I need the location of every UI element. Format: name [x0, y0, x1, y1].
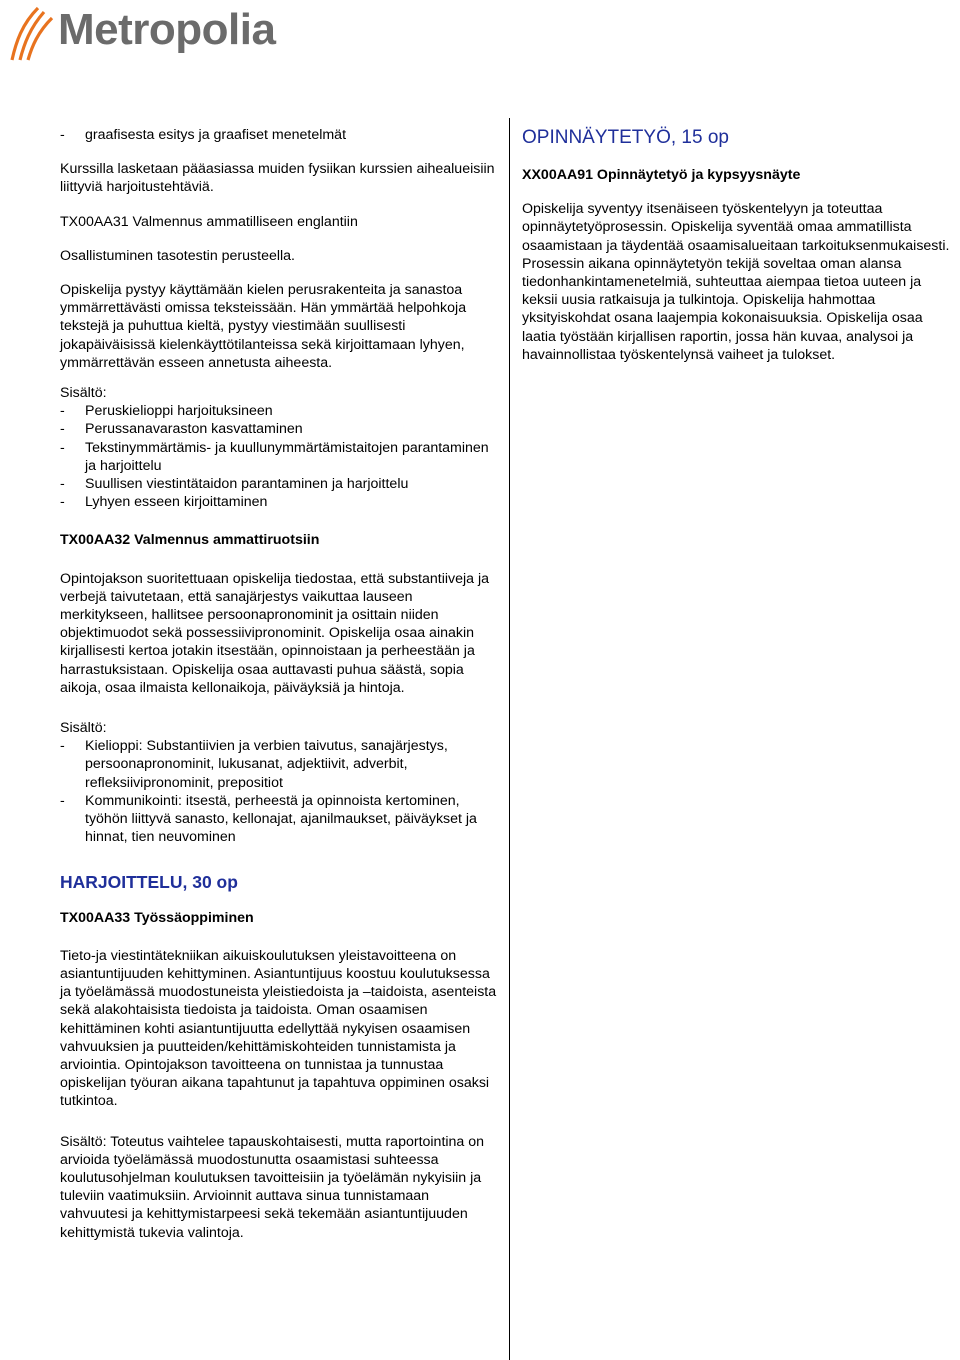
list-item: - Suullisen viestintätaidon parantaminen ja harjoittelu: [60, 476, 409, 493]
sisalto-label: Sisältö:: [60, 720, 107, 737]
column-divider: [509, 118, 510, 1360]
list-item: - Perussanavaraston kasvattaminen: [60, 421, 303, 438]
list-item: - Lyhyen esseen kirjoittaminen: [60, 494, 268, 511]
list-item: - Kielioppi: Substantiivien ja verbien taivutus, sanajärjestys, persoonapronominit, lukusanat, adjektiivit, adverbit, refleksiivipronominit, prepositiot: [60, 738, 448, 791]
course-title-xx91: XX00AA91 Opinnäytetyö ja kypsyysnäyte: [522, 167, 801, 183]
metropolia-logo: [8, 2, 276, 64]
left-column: [60, 126, 500, 1242]
course-title-tx33: TX00AA33 Työssäoppiminen: [60, 909, 254, 926]
right-column: [522, 126, 960, 364]
list-item: - Kommunikointi: itsestä, perheestä ja opinnoista kertominen, työhön liittyvä sanasto, kellonajat, ajanilmaukset, päiväykset ja hinnat, tien neuvominen: [60, 792, 477, 846]
list-item: - Peruskielioppi harjoituksineen: [60, 403, 273, 420]
logo-text: Metropolia: [58, 5, 276, 54]
section-heading-harjoittelu: HARJOITTELU, 30 op: [60, 871, 238, 892]
course-title-tx32: TX00AA32 Valmennus ammattiruotsiin: [60, 532, 320, 549]
sisalto-label: Sisältö:: [60, 385, 107, 402]
paragraph-kurssilla: Kurssilla lasketaan pääasiassa muiden fysiikan kurssien aihealueisiin liittyviä harjoitustehtäviä.: [60, 161, 495, 196]
metropolia-flame-icon: [8, 2, 58, 64]
paragraph-osallistuminen: Osallistuminen tasotestin perusteella.: [60, 247, 296, 264]
section-heading-opinnaytetyo: OPINNÄYTETYÖ, 15 op: [522, 127, 729, 148]
paragraph-tx33-sisalto: Sisältö: Toteutus vaihtelee tapauskohtaisesti, mutta raportointina on arvioida työelämässä muodostunutta osaamistasi suhteessa koulutusohjelman koulutuksen tavoitteisiin ja työelämän nykyisiin ja tuleviin vaatimuksiin. Arvioinnit auttava sinua tunnistamaan vahvuutesi ja kehittymistarpeesi sekä tekemään asiantuntijuuden kehittymistä tukevia valintoja.: [60, 1133, 485, 1241]
list-item: - Tekstinymmärtämis- ja kuullunymmärtämistaitojen parantaminen ja harjoittelu: [60, 439, 489, 474]
list-item: - graafisesta esitys ja graafiset menetelmät: [60, 127, 347, 143]
paragraph-xx91-description: Opiskelija syventyy itsenäiseen työskentelyyn ja toteuttaa opinnäytetyöprosessin. Opiskelija syventää omaa ammatillista osaamistaan ja täydentää osaamisalueitaan tarkoituksenmukaisesti. Prosessin aikana opinnäytetyön tekijä soveltaa oman alansa tiedonhankintamenetelmiä, suhteuttaa aiempaa tietoa uuteen ja keksii uusia ratkaisuja ja tulkintoja. Opiskelija hahmottaa yksityiskohdat osana laajempia kokonaisuuksia. Opiskelija osaa laatia työstään kirjallisen raportin, jossa hän kuvaa, analysoi ja havainnollistaa työskentelynsä vaiheet ja tulokset.: [522, 201, 950, 363]
paragraph-tx33-description: Tieto-ja viestintätekniikan aikuiskoulutuksen yleistavoitteena on asiantuntijuuden kehittyminen. Asiantuntijuus koostuu koulutuksessa ja työelämässä muodostuneista yleistiedoista ja –taidoista, asenteista sekä alakohtaisista tiedoista ja taidoista. Oman osaamisen kehittäminen kohti asiantuntijuutta edellyttää nykyisen osaamisen vahvuuksien ja puutteiden/kehittämiskohteiden tunnistamista ja arviointia. Opintojakson tavoitteena on tunnistaa ja tunnustaa opiskelijan työuran aikana tapahtunut ja tapahtuva oppiminen osaksi tutkintoa.: [60, 947, 497, 1110]
paragraph-tx31-description: Opiskelija pystyy käyttämään kielen perusrakenteita ja sanastoa ymmärrettävästi omissa teksteissään. Hän ymmärtää helpohkoja tekstejä ja puhuttua kieltä, pystyy viestimään suullisesti jokapäiväisissä kielenkäyttötilanteissa sekä kirjoittamaan lyhyen, ymmärrettävän esseen annetusta aiheesta.: [60, 282, 467, 371]
paragraph-tx32-description: Opintojakson suoritettuaan opiskelija tiedostaa, että substantiiveja ja verbejä taivutetaan, että sanajärjestys vaikuttaa lauseen merkitykseen, hallitsee persoonapronominit ja osittain niiden objektimuodot sekä possessiivipronominit. Opiskelija osaa ainakin kirjallisesti kertoa jotakin itsestään, opinnoistaan ja perheestään ja harrastuksistaan. Opiskelija osaa auttavasti puhua säästä, sopia aikoja, osaa ilmaista kellonaikoja, päiväyksiä ja hintoja.: [60, 570, 490, 696]
course-title-tx31: TX00AA31 Valmennus ammatilliseen englantiin: [60, 213, 358, 230]
